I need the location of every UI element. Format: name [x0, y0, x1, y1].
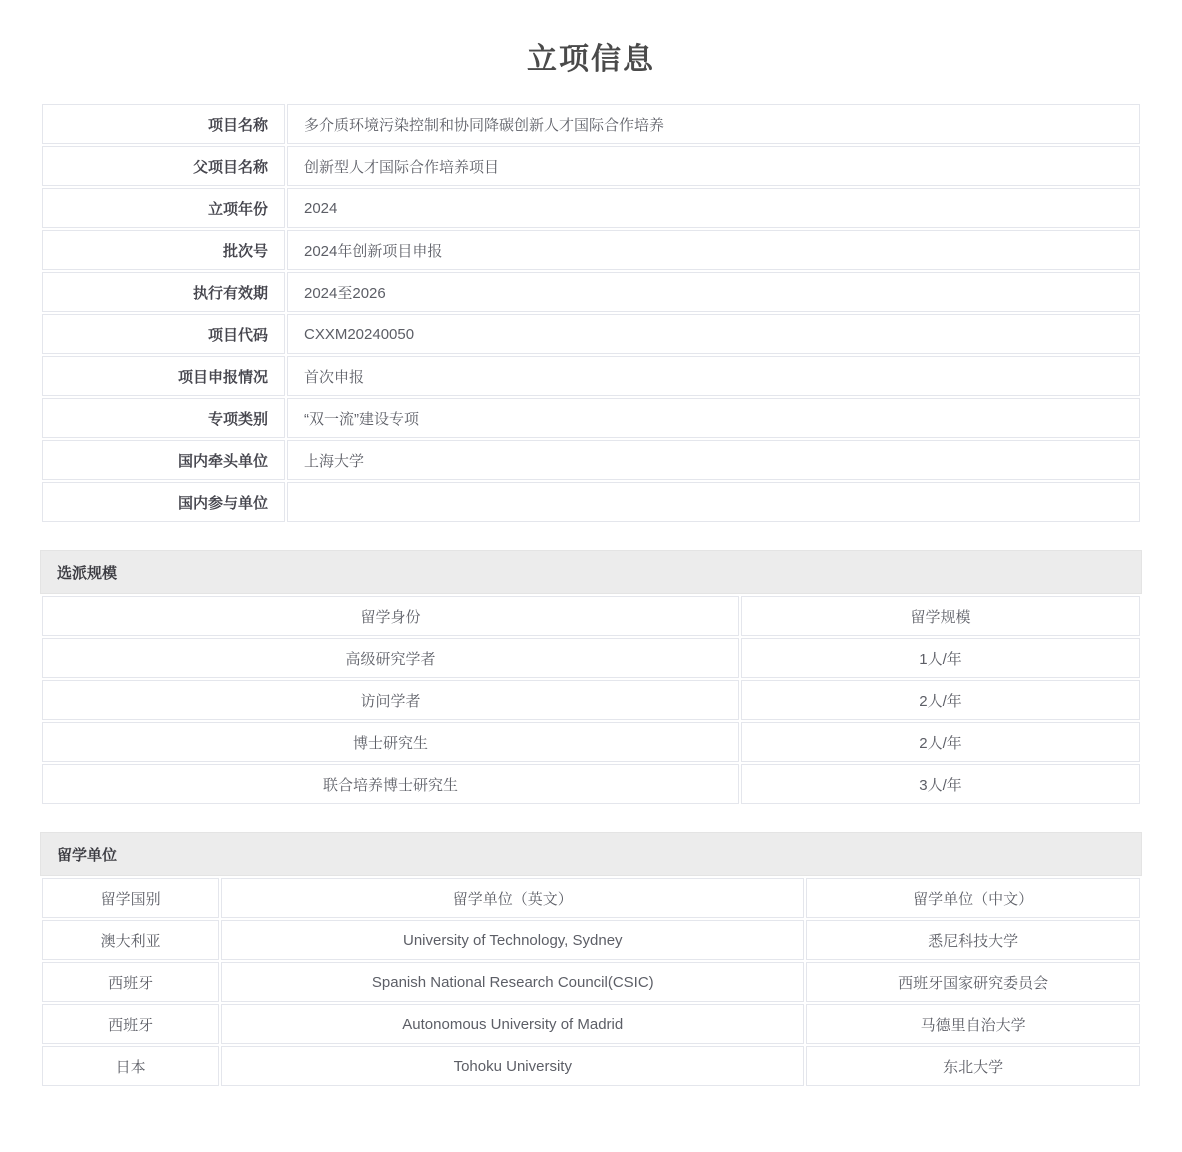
table-row	[42, 482, 1140, 522]
column-header-name-en: 留学单位（英文）	[221, 878, 804, 918]
column-header-name-zh: 留学单位（中文）	[806, 878, 1140, 918]
study-units-header: 留学单位	[40, 832, 1142, 876]
field-value: 上海大学	[287, 440, 1140, 480]
country-cell: 日本	[42, 1046, 219, 1086]
table-row	[42, 272, 1140, 312]
field-label: 项目申报情况	[42, 356, 285, 396]
table-header-row	[42, 596, 1140, 636]
table-row	[42, 1004, 1140, 1044]
name-en-cell: Autonomous University of Madrid	[221, 1004, 804, 1044]
selection-scale-table	[40, 594, 1142, 806]
selection-scale-section	[40, 550, 1142, 806]
column-header-identity: 留学身份	[42, 596, 739, 636]
field-label: 项目名称	[42, 104, 285, 144]
field-label: 国内牵头单位	[42, 440, 285, 480]
field-label: 父项目名称	[42, 146, 285, 186]
table-row	[42, 104, 1140, 144]
field-value: 2024	[287, 188, 1140, 228]
study-units-table	[40, 876, 1142, 1088]
scale-cell: 2人/年	[741, 722, 1140, 762]
scale-cell: 2人/年	[741, 680, 1140, 720]
table-row	[42, 440, 1140, 480]
table-header-row	[42, 878, 1140, 918]
table-row	[42, 680, 1140, 720]
name-zh-cell: 马德里自治大学	[806, 1004, 1140, 1044]
selection-scale-header: 选派规模	[40, 550, 1142, 594]
field-label: 专项类别	[42, 398, 285, 438]
table-row	[42, 1046, 1140, 1086]
study-units-section	[40, 832, 1142, 1088]
table-row	[42, 764, 1140, 804]
country-cell: 西班牙	[42, 1004, 219, 1044]
country-cell: 澳大利亚	[42, 920, 219, 960]
table-row	[42, 638, 1140, 678]
scale-cell: 1人/年	[741, 638, 1140, 678]
name-en-cell: University of Technology, Sydney	[221, 920, 804, 960]
field-value: 2024年创新项目申报	[287, 230, 1140, 270]
name-en-cell: Spanish National Research Council(CSIC)	[221, 962, 804, 1002]
field-value: “双一流”建设专项	[287, 398, 1140, 438]
field-label: 立项年份	[42, 188, 285, 228]
table-row	[42, 230, 1140, 270]
table-row	[42, 314, 1140, 354]
name-zh-cell: 东北大学	[806, 1046, 1140, 1086]
name-zh-cell: 悉尼科技大学	[806, 920, 1140, 960]
identity-cell: 高级研究学者	[42, 638, 739, 678]
table-row	[42, 146, 1140, 186]
table-row	[42, 398, 1140, 438]
table-row	[42, 188, 1140, 228]
table-row	[42, 920, 1140, 960]
page-title: 立项信息	[527, 43, 655, 76]
name-zh-cell: 西班牙国家研究委员会	[806, 962, 1140, 1002]
field-label: 执行有效期	[42, 272, 285, 312]
name-en-cell: Tohoku University	[221, 1046, 804, 1086]
field-label: 项目代码	[42, 314, 285, 354]
field-value: CXXM20240050	[287, 314, 1140, 354]
identity-cell: 联合培养博士研究生	[42, 764, 739, 804]
country-cell: 西班牙	[42, 962, 219, 1002]
field-label: 国内参与单位	[42, 482, 285, 522]
field-value: 创新型人才国际合作培养项目	[287, 146, 1140, 186]
field-value	[287, 482, 1140, 522]
table-row	[42, 722, 1140, 762]
identity-cell: 博士研究生	[42, 722, 739, 762]
column-header-country: 留学国别	[42, 878, 219, 918]
field-value: 首次申报	[287, 356, 1140, 396]
scale-cell: 3人/年	[741, 764, 1140, 804]
field-label: 批次号	[42, 230, 285, 270]
field-value: 2024至2026	[287, 272, 1140, 312]
identity-cell: 访问学者	[42, 680, 739, 720]
table-row	[42, 356, 1140, 396]
field-value: 多介质环境污染控制和协同降碳创新人才国际合作培养	[287, 104, 1140, 144]
table-row	[42, 962, 1140, 1002]
column-header-scale: 留学规模	[741, 596, 1140, 636]
project-info-table	[40, 102, 1142, 524]
